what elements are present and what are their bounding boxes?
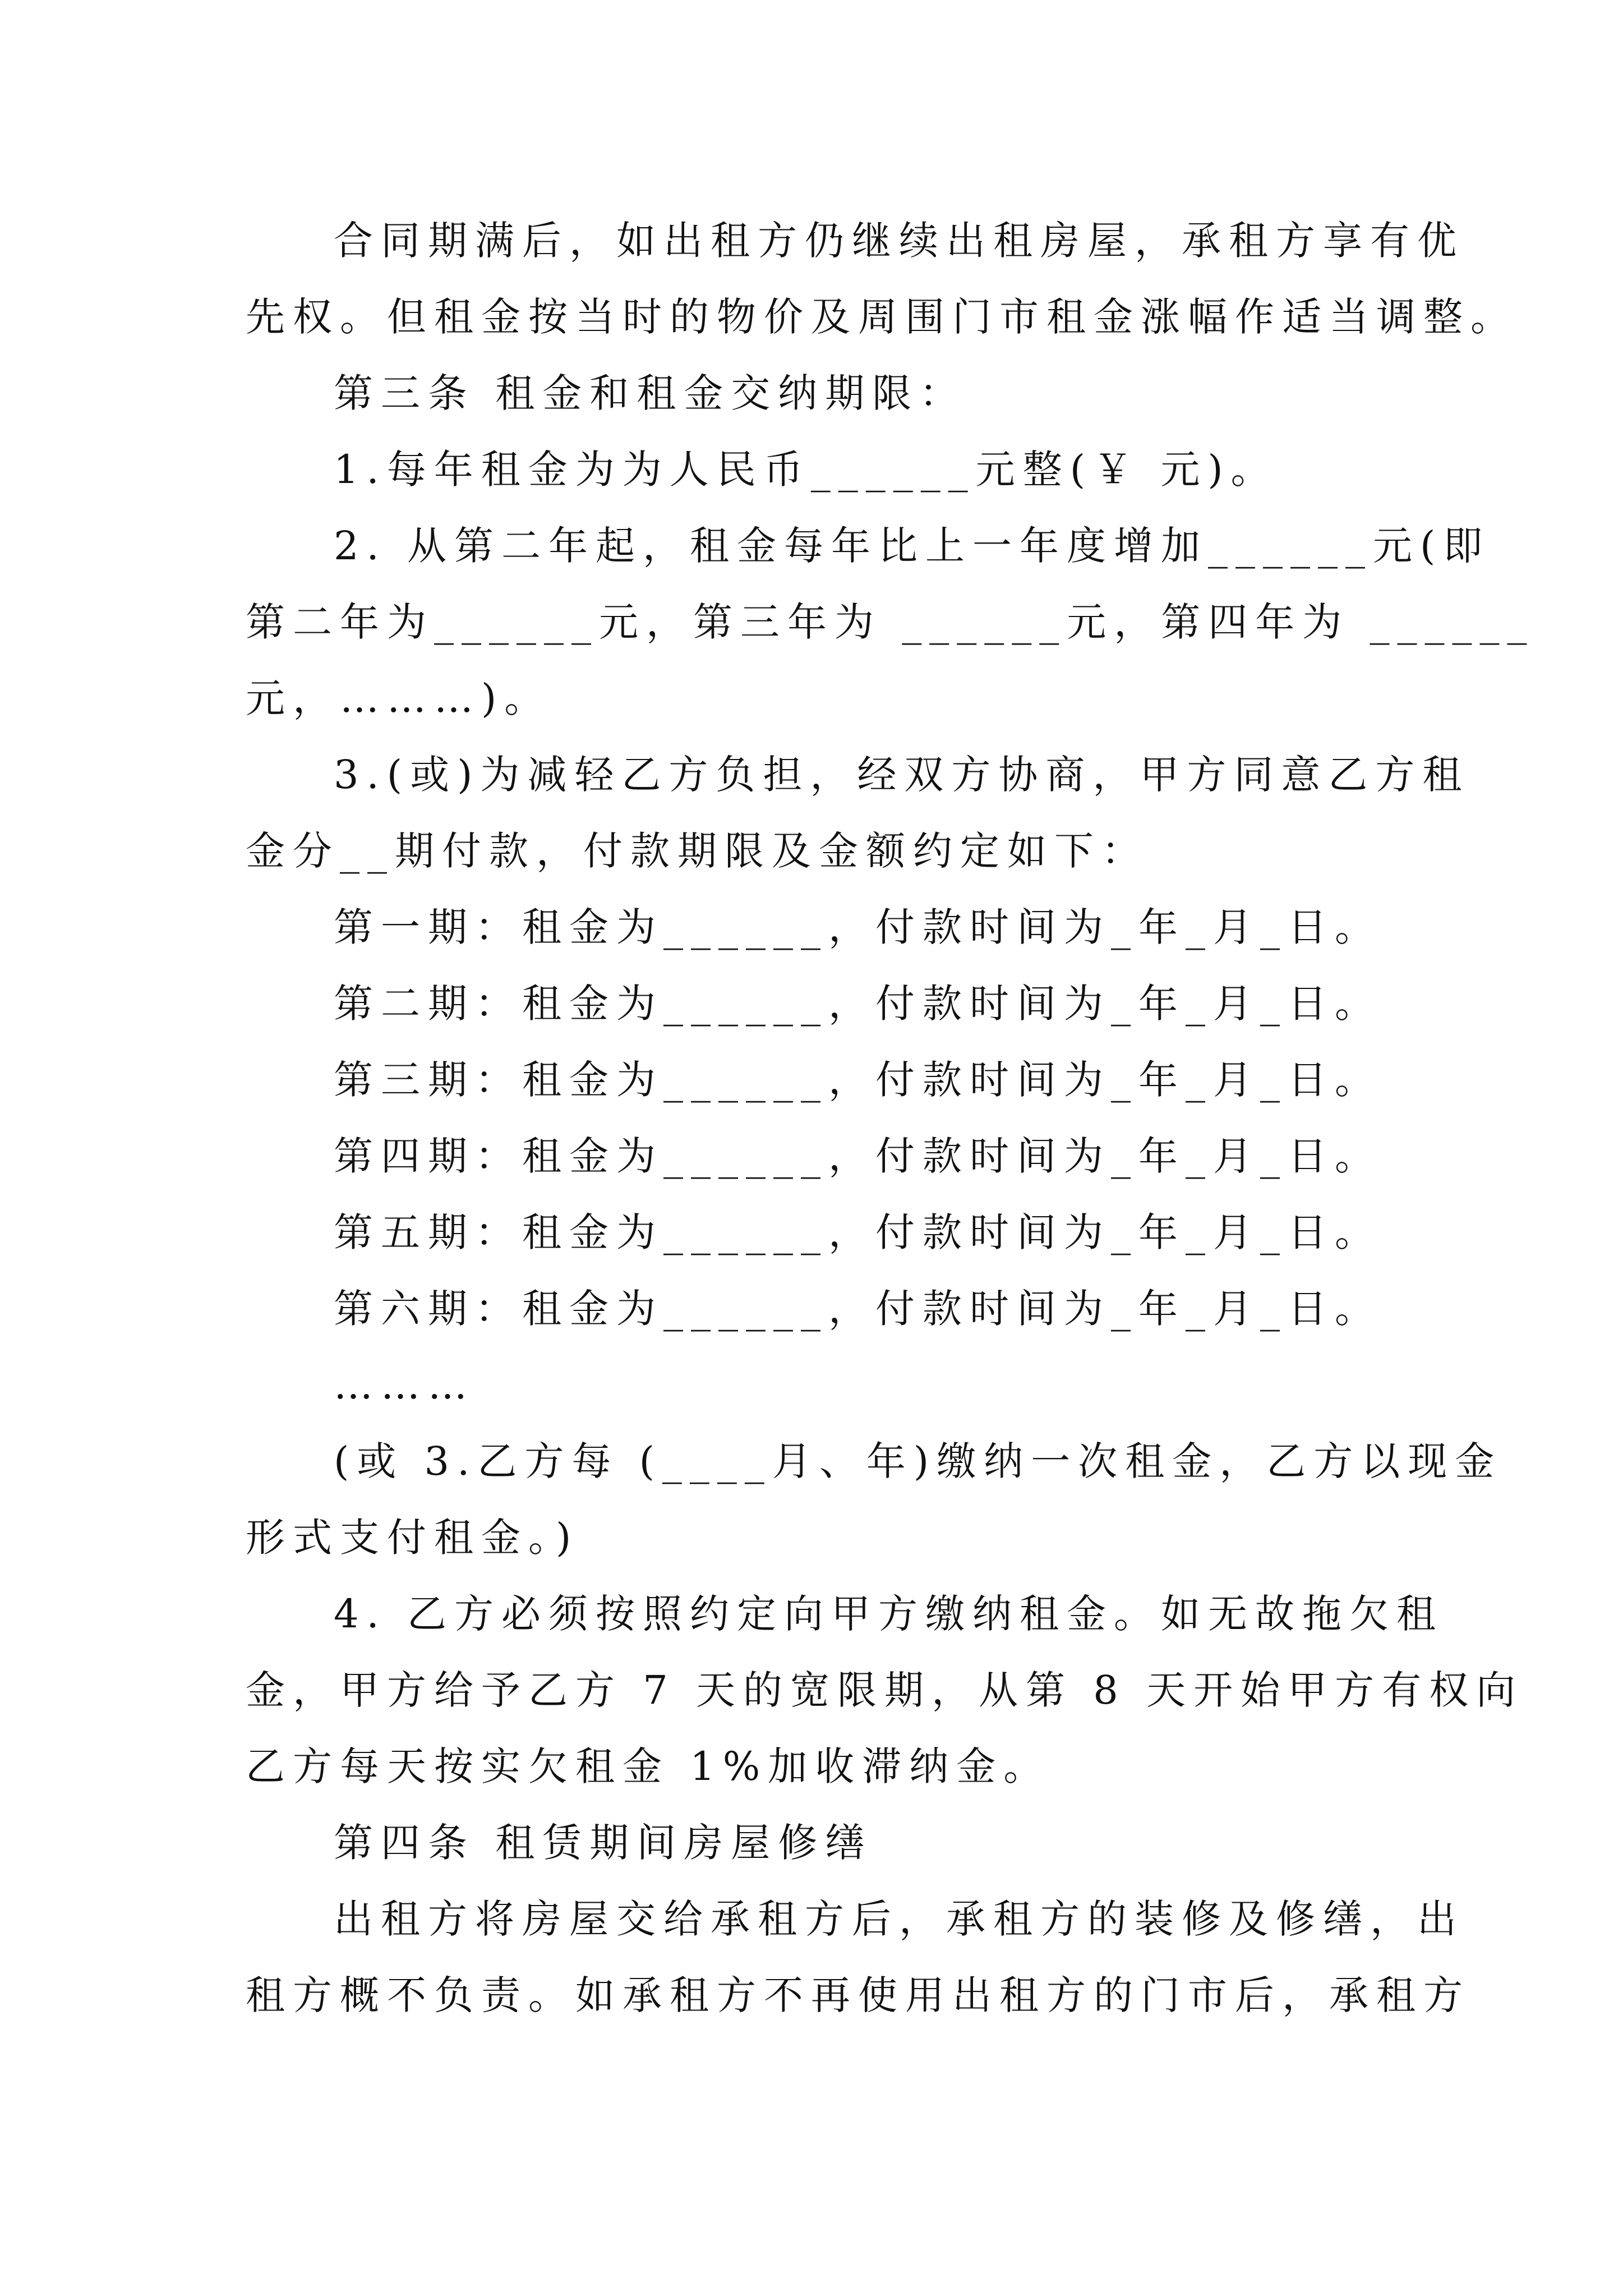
text-line: 先权。但租金按当时的物价及周围门市租金涨幅作适当调整。 <box>246 294 1518 340</box>
text-line: 金，甲方给予乙方 7 天的宽限期，从第 8 天开始甲方有权向 <box>246 1667 1524 1713</box>
text-line: 租方概不负责。如承租方不再使用出租方的门市后，承租方 <box>246 1972 1470 2018</box>
payment-line: 第一期：租金为______，付款时间为_年_月_日。 <box>334 904 1382 950</box>
text-line: 2. 从第二年起，租金每年比上一年度增加______元(即 <box>334 523 1491 569</box>
text-line: 形式支付租金。) <box>246 1515 579 1561</box>
section-heading: 第四条 租赁期间房屋修缮 <box>334 1820 873 1866</box>
payment-line: 第四期：租金为______，付款时间为_年_月_日。 <box>334 1133 1382 1179</box>
section-heading: 第三条 租金和租金交纳期限： <box>334 370 967 416</box>
payment-line: 第三期：租金为______，付款时间为_年_月_日。 <box>334 1057 1382 1103</box>
text-line: 合同期满后，如出租方仍继续出租房屋，承租方享有优 <box>334 218 1464 264</box>
text-line: 第二年为______元，第三年为 ______元，第四年为 ______ <box>246 599 1535 645</box>
text-line: (或 3.乙方每 (____月、年)缴纳一次租金，乙方以现金 <box>334 1438 1502 1484</box>
text-line: 出租方将房屋交给承租方后，承租方的装修及修缮，出 <box>334 1896 1464 1942</box>
text-line: 乙方每天按实欠租金 1%加收滞纳金。 <box>246 1743 1051 1789</box>
payment-line: 第二期：租金为______，付款时间为_年_月_日。 <box>334 981 1382 1027</box>
text-line: 4. 乙方必须按照约定向甲方缴纳租金。如无故拖欠租 <box>334 1591 1444 1637</box>
payment-line: 第六期：租金为______，付款时间为_年_月_日。 <box>334 1286 1382 1332</box>
text-line: 1.每年租金为为人民币______元整(￥ 元)。 <box>334 447 1278 493</box>
text-line: ……… <box>334 1362 475 1408</box>
payment-line: 第五期：租金为______，付款时间为_年_月_日。 <box>334 1209 1382 1255</box>
text-line: 元，………)。 <box>246 675 552 721</box>
text-line: 金分__期付款，付款期限及金额约定如下： <box>246 828 1149 874</box>
text-line: 3.(或)为减轻乙方负担，经双方协商，甲方同意乙方租 <box>334 752 1470 798</box>
